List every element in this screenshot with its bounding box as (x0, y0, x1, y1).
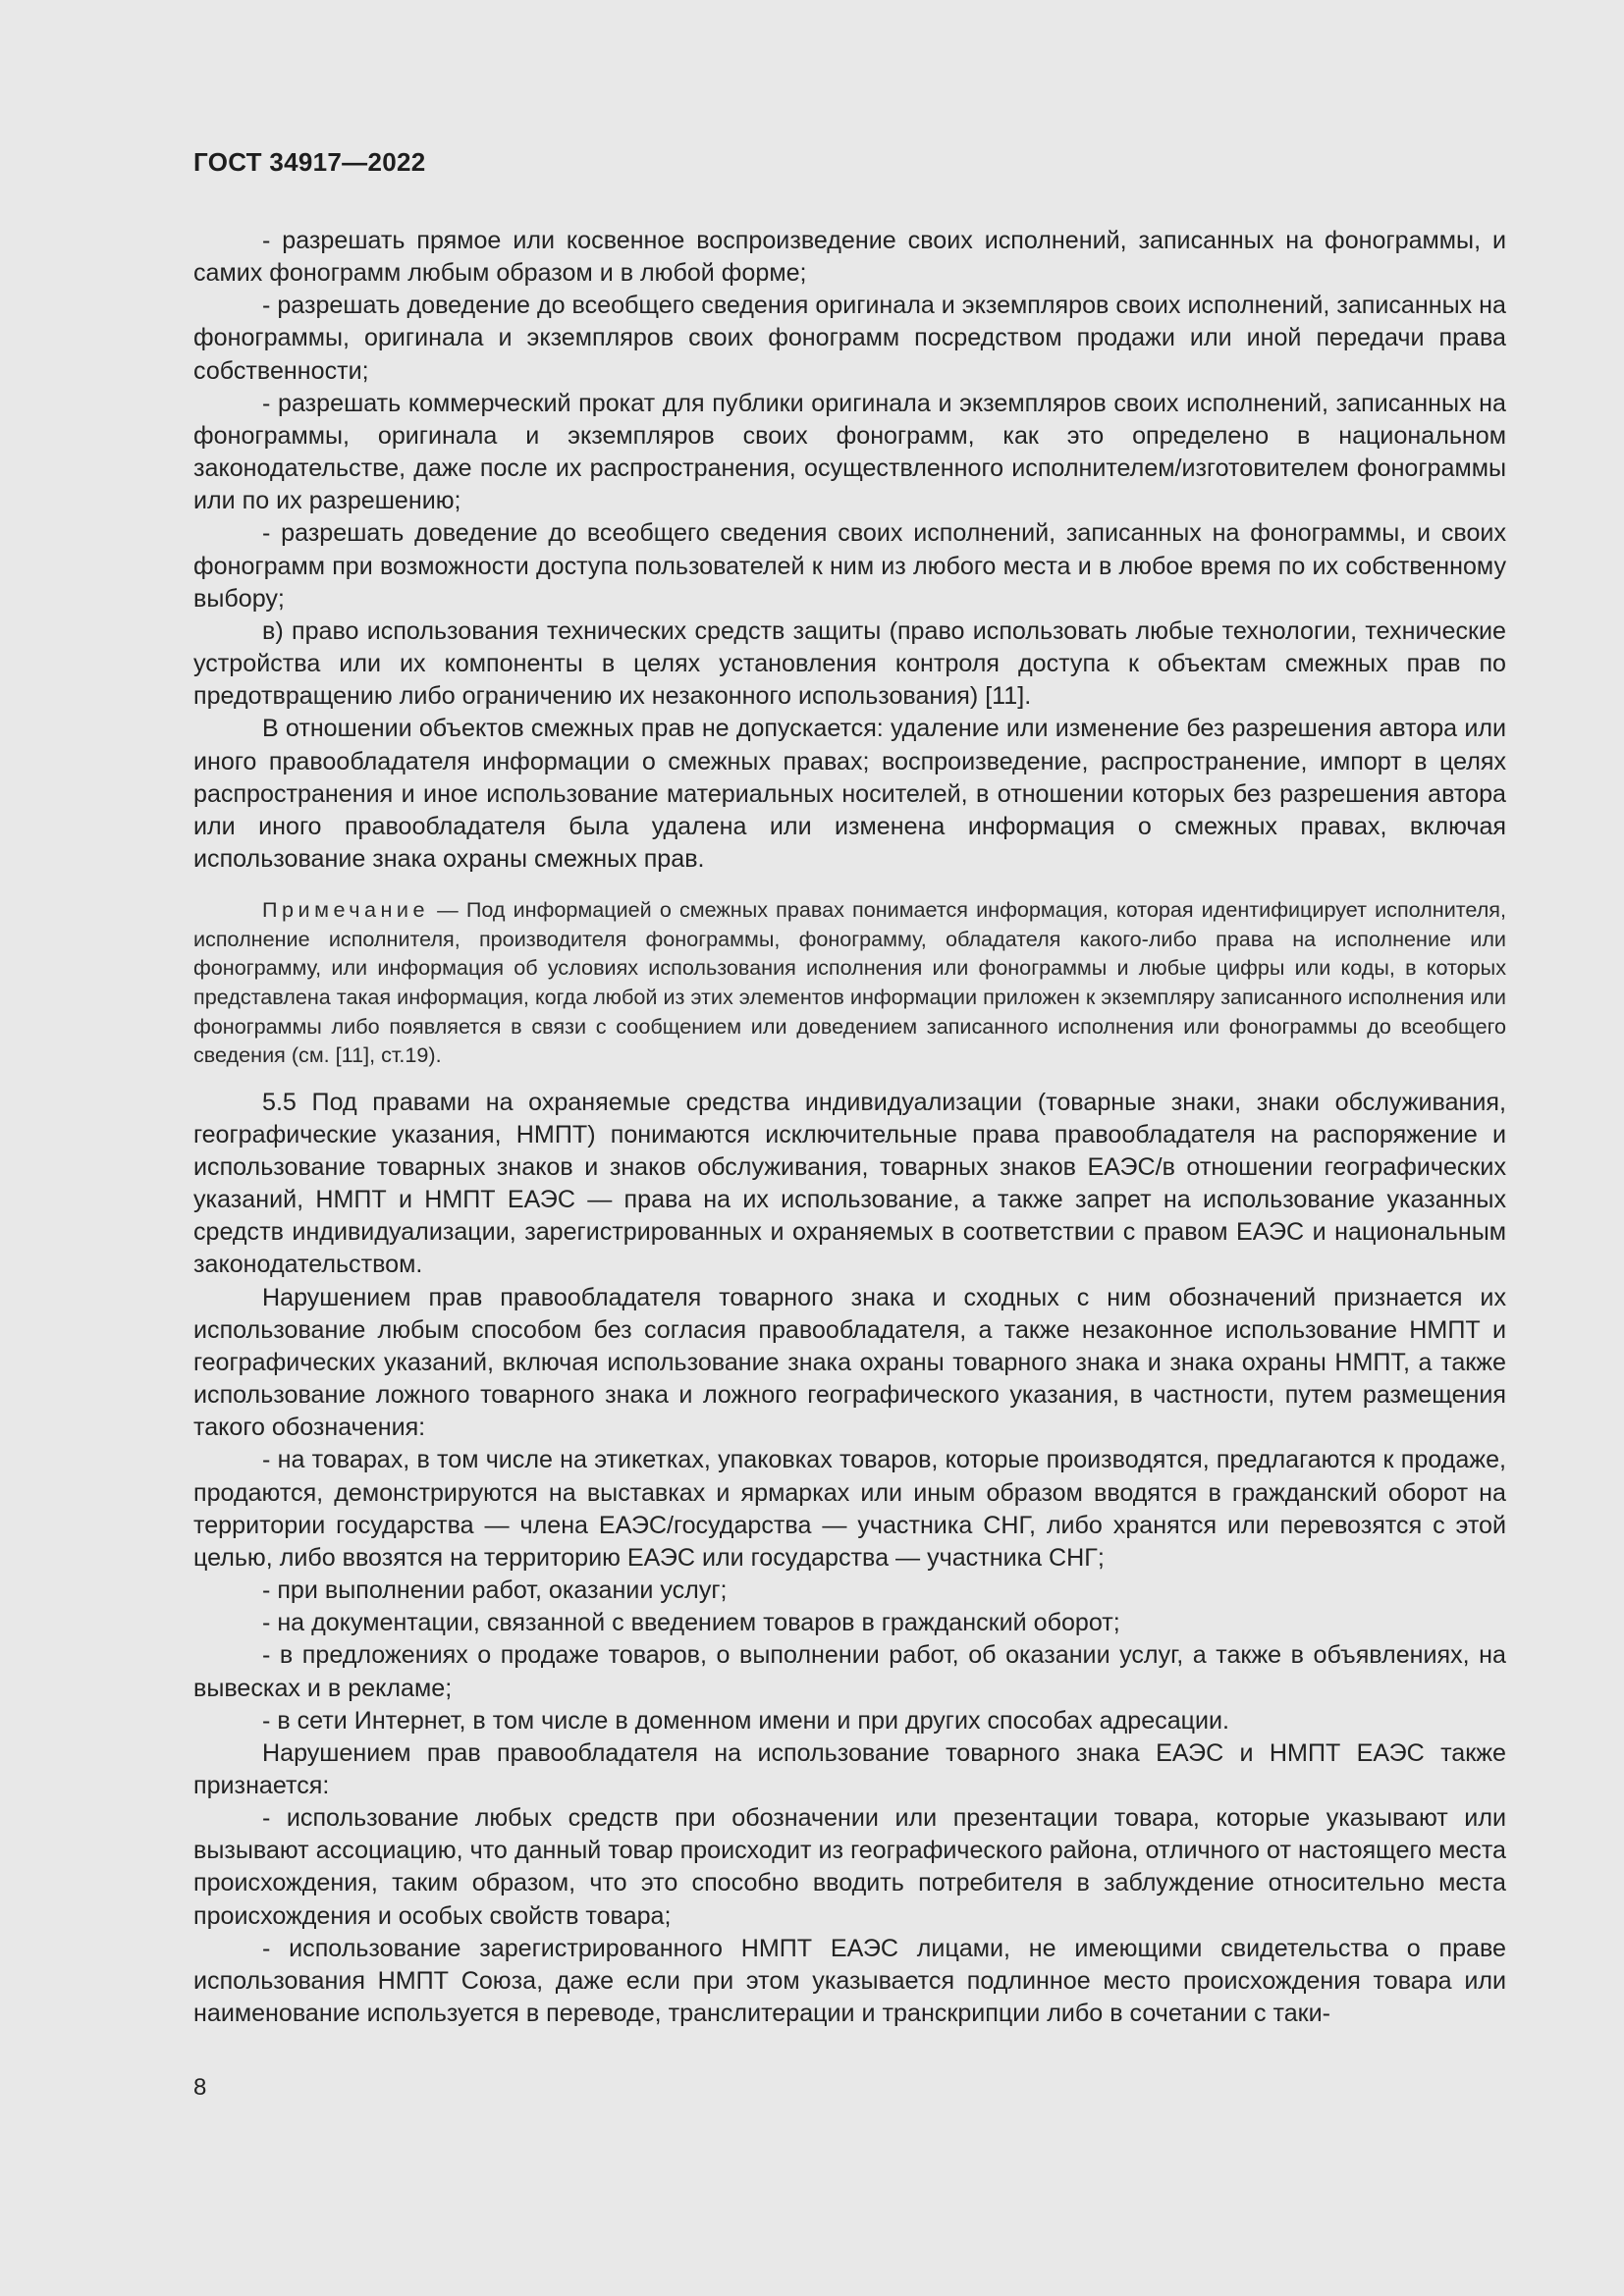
document-code-header: ГОСТ 34917—2022 (193, 147, 426, 177)
paragraph: В отношении объектов смежных прав не допускается: удаление или изменение без разрешения автора или иного правообладателя информации о смежных правах; воспроизведение, распространение, импорт в целях распространения и иное использование материальных носителей, в отношении которых без разрешения автора или иного правообладателя была удалена или изменена информация о смежных правах, включая использование знака охраны смежных прав. (193, 715, 1506, 873)
document-page (193, 0, 1506, 2296)
paragraph: Нарушением прав правообладателя на использование товарного знака ЕАЭС и НМПТ ЕАЭС также признается: (193, 1738, 1506, 1799)
paragraph: в) право использования технических средств защиты (право использовать любые технологии, технические устройства или их компоненты в целях установления контроля доступа к объектам смежных прав по предотвращению либо ограничению их незаконного использования) [11]. (193, 616, 1506, 711)
page-number: 8 (193, 2074, 207, 2101)
paragraph: - в предложениях о продаже товаров, о выполнении работ, об оказании услуг, а также в объявлениях, на вывесках и в рекламе; (193, 1641, 1506, 1702)
document-body (193, 225, 1506, 2030)
paragraph: - использование зарегистрированного НМПТ ЕАЭС лицами, не имеющими свидетельства о праве использования НМПТ Союза, даже если при этом указывается подлинное место происхождения товара или наименование используется в переводе, транслитерации и транскрипции либо в сочетании с таки- (193, 1934, 1506, 2028)
note-label: Примечание (262, 897, 429, 923)
paragraph: - разрешать коммерческий прокат для публики оригинала и экземпляров своих исполнений, записанных на фонограммы, оригинала и экземпляров своих фонограмм, как это определено в национальном законодательстве, даже после их распространения, осуществленного исполнителем/изготовителем фонограммы или по их разрешению; (193, 389, 1506, 515)
paragraph: Нарушением прав правообладателя товарного знака и сходных с ним обозначений признается их использование любым способом без согласия правообладателя, а также незаконное использование НМПТ и географических указаний, включая использование знака охраны товарного знака и знака охраны НМПТ, а также использование ложного товарного знака и ложного географического указания, в частности, путем размещения такого обозначения: (193, 1283, 1506, 1442)
note-text: — Под информацией о смежных правах понимается информация, которая идентифицирует исполнителя, исполнение исполнителя, производителя фонограммы, фонограмму, обладателя какого-либо права на исполнение или фонограмму, или информация об условиях использования исполнения или фонограммы и любые цифры или коды, в которых представлена такая информация, когда любой из этих элементов информации приложен к экземпляру записанного исполнения или фонограммы либо появляется в связи с сообщением или доведением записанного исполнения или фонограммы до всеобщего сведения (см. [11], ст.19). (193, 897, 1506, 1068)
paragraph: - на документации, связанной с введением товаров в гражданский оборот; (262, 1609, 1120, 1637)
paragraph: - разрешать доведение до всеобщего сведения своих исполнений, записанных на фонограммы, и своих фонограмм при возможности доступа пользователей к ним из любого места и в любое время по их собственному выбору; (193, 519, 1506, 613)
paragraph: 5.5 Под правами на охраняемые средства индивидуализации (товарные знаки, знаки обслуживания, географические указания, НМПТ) понимаются исключительные права правообладателя на распоряжение и использование товарных знаков и знаков обслуживания, товарных знаков ЕАЭС/в отношении географических указаний, НМПТ и НМПТ ЕАЭС — права на их использование, а также запрет на использование указанных средств индивидуализации, зарегистрированных и охраняемых в соответствии с правом ЕАЭС и национальным законодательством. (193, 1088, 1506, 1279)
paragraph: - разрешать доведение до всеобщего сведения оригинала и экземпляров своих исполнений, записанных на фонограммы, оригинала и экземпляров своих фонограмм посредством продажи или иной передачи права собственности; (193, 292, 1506, 385)
paragraph: - при выполнении работ, оказании услуг; (262, 1576, 728, 1605)
note-block (193, 895, 1506, 1070)
paragraph: - в сети Интернет, в том числе в доменном имени и при других способах адресации. (262, 1706, 1230, 1735)
paragraph: - на товарах, в том числе на этикетках, упаковках товаров, которые производятся, предлагаются к продаже, продаются, демонстрируются на выставках и ярмарках или иным образом вводятся в гражданский оборот на территории государства — члена ЕАЭС/государства — участника СНГ, либо хранятся или перевозятся с этой целью, либо ввозятся на территорию ЕАЭС или государства — участника СНГ; (193, 1446, 1506, 1572)
paragraph: - использование любых средств при обозначении или презентации товара, которые указывают или вызывают ассоциацию, что данный товар происходит из географического района, отличного от настоящего места происхождения, таким образом, что это способно вводить потребителя в заблуждение относительно места происхождения и особых свойств товара; (193, 1804, 1506, 1930)
paragraph: - разрешать прямое или косвенное воспроизведение своих исполнений, записанных на фонограммы, и самих фонограмм любым образом и в любой форме; (193, 227, 1506, 288)
